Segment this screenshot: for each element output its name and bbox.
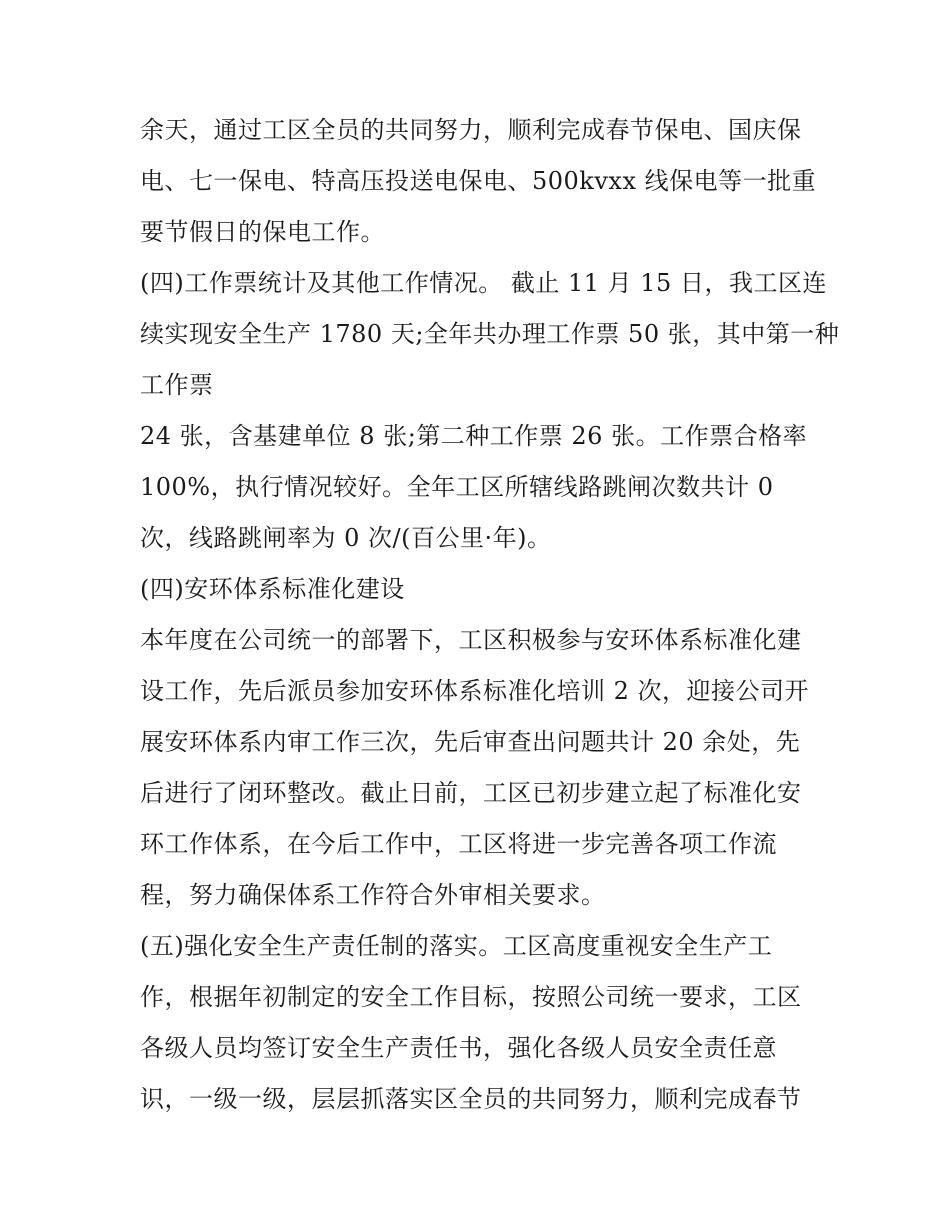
text-line: 环工作体系，在今后工作中，工区将进一步完善各项工作流 — [140, 830, 777, 858]
text-line: 后进行了闭环整改。截止日前，工区已初步建立起了标准化安 — [140, 779, 802, 807]
text-line: 本年度在公司统一的部署下，工区积极参与安环体系标准化建 — [140, 626, 802, 654]
text-line: 作，根据年初制定的安全工作目标，按照公司统一要求，工区 — [140, 983, 802, 1011]
text-line: 要节假日的保电工作。 — [140, 218, 385, 246]
text-line: 续实现安全生产 1780 天;全年共办理工作票 50 张，其中第一种 — [140, 320, 840, 348]
text-line: 次，线路跳闸率为 0 次/(百公里·年)。 — [140, 524, 552, 552]
text-line: 工作票 — [140, 371, 214, 399]
text-line: 电、七一保电、特高压投送电保电、500kvxx 线保电等一批重 — [140, 167, 817, 195]
text-line: 100%，执行情况较好。全年工区所辖线路跳闸次数共计 0 — [140, 473, 774, 501]
text-line: 识，一级一级，层层抓落实区全员的共同努力，顺利完成春节 — [140, 1085, 802, 1113]
section-heading-line: (四)工作票统计及其他工作情况。 截止 11 月 15 日，我工区连 — [140, 269, 827, 297]
text-line: 各级人员均签订安全生产责任书，强化各级人员安全责任意 — [140, 1034, 777, 1062]
text-line: 设工作，先后派员参加安环体系标准化培训 2 次，迎接公司开 — [140, 677, 810, 705]
section-heading-line: (五)强化安全生产责任制的落实。工区高度重视安全生产工 — [140, 932, 773, 960]
text-line: 24 张，含基建单位 8 张;第二种工作票 26 张。工作票合格率 — [140, 422, 808, 450]
text-line: 展安环体系内审工作三次，先后审查出问题共计 20 余处，先 — [140, 728, 801, 756]
text-line: 程，努力确保体系工作符合外审相关要求。 — [140, 881, 606, 909]
section-heading-line: (四)安环体系标准化建设 — [140, 575, 405, 603]
text-line: 余天，通过工区全员的共同努力，顺利完成春节保电、国庆保 — [140, 116, 802, 144]
document-body — [140, 105, 840, 1125]
